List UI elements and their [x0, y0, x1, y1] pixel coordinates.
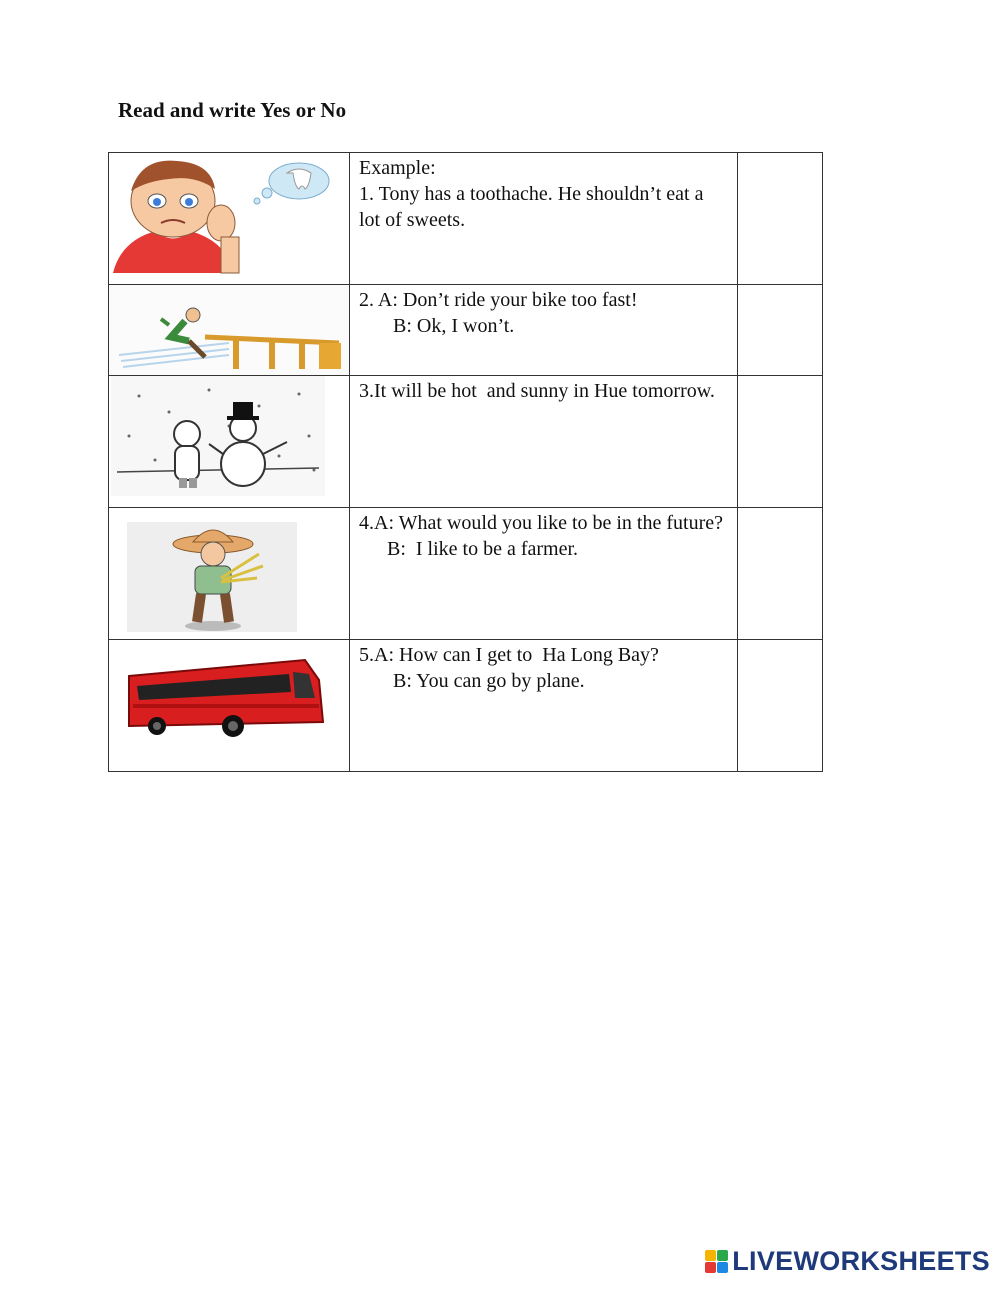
table-row	[109, 376, 823, 508]
sentence-line: 2. A: Don’t ride your bike too fast!	[359, 289, 638, 311]
sentence-cell	[350, 508, 738, 640]
sentence-line: B: Ok, I won’t.	[393, 315, 515, 337]
answer-cell[interactable]	[738, 640, 823, 772]
sentence-line: B: You can go by plane.	[393, 670, 585, 692]
red-bus-icon	[109, 640, 350, 772]
table-row	[109, 285, 823, 376]
sentence-cell	[350, 376, 738, 508]
brand-name: LIVEWORKSHEETS	[732, 1246, 990, 1276]
sentence-cell	[350, 285, 738, 376]
toothache-boy-icon	[109, 153, 350, 285]
sentence-cell	[350, 153, 738, 285]
sentence-line: 5.A: How can I get to Ha Long Bay?	[359, 644, 659, 666]
worksheet-table	[108, 152, 823, 772]
table-row	[109, 508, 823, 640]
bike-rider-icon	[109, 285, 350, 376]
sentence-cell	[350, 640, 738, 772]
sentence-line: B: I like to be a farmer.	[387, 538, 579, 560]
table-row	[109, 153, 823, 285]
answer-cell[interactable]	[738, 285, 823, 376]
sentence-line: 3.It will be hot and sunny in Hue tomorrow.	[359, 380, 715, 402]
page-title: Read and write Yes or No	[118, 98, 347, 122]
liveworksheets-logo-icon	[705, 1250, 728, 1273]
brand-logo	[705, 1246, 990, 1277]
answer-cell[interactable]	[738, 508, 823, 640]
table-row	[109, 640, 823, 772]
farmer-icon	[109, 508, 350, 640]
snowman-icon	[109, 376, 350, 508]
sentence-line: Example:	[359, 157, 436, 179]
answer-cell[interactable]	[738, 376, 823, 508]
answer-cell[interactable]	[738, 153, 823, 285]
sentence-line: 4.A: What would you like to be in the future?	[359, 512, 723, 534]
sentence-line: 1. Tony has a toothache. He shouldn’t eat a lot of sweets.	[359, 183, 709, 231]
